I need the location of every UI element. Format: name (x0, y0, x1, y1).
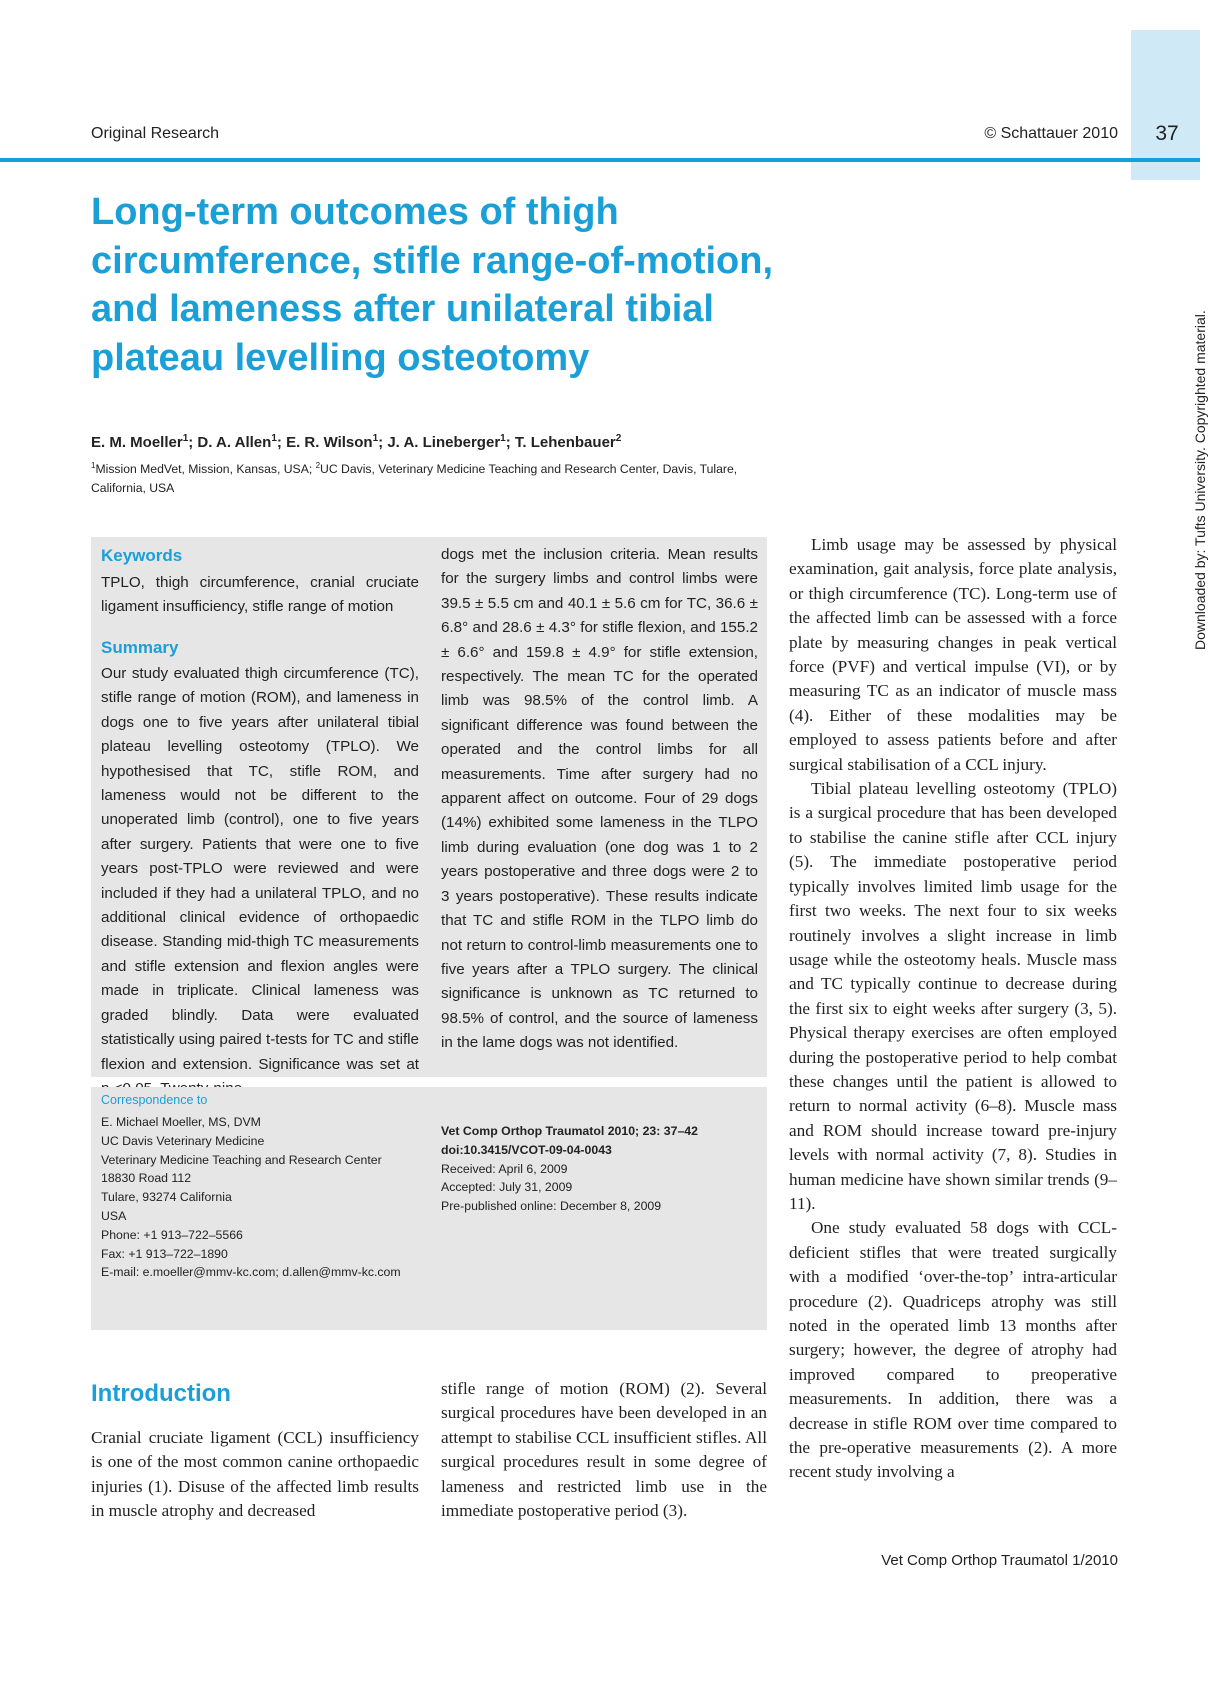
author-list (91, 433, 791, 451)
introduction-column-1: Cranial cruciate ligament (CCL) insufficiency is one of the most common canine orthopaedic injuries (1). Disuse of the affected limb results in muscle atrophy and decreased (91, 1428, 419, 1521)
affiliations (91, 456, 781, 498)
introduction-heading: Introduction (91, 1380, 231, 1407)
copyright-notice: © Schattauer 2010 (984, 125, 1118, 142)
body-paragraph: One study evaluated 58 dogs with CCL-deficient stifles that were treated surgically with a modified ‘over-the-top’ intra-articular procedure (2). Quadriceps atrophy was still noted in the operated limb 13 months after surgery; however, the degree of atrophy had improved compared to preoperative measurements. In addition, there was a decrease in stifle ROM over time compared to the pre-operative measurements (2). A more recent study involving a (789, 1218, 1117, 1482)
summary-column-2: dogs met the inclusion criteria. Mean results for the surgery limbs and control limbs were 39.5 ± 5.5 cm and 40.1 ± 5.6 cm for TC, 36.6 ± 6.8° and 28.6 ± 4.3° for stifle flexion, and 155.2 ± 6.6° and 159.8 ± 4.9° for stifle extension, respectively. The mean TC for the operated limb was 98.5% of the control limb. A significant difference was found between the operated and the control limbs for all measurements. Time after surgery had no apparent affect on outcome. Four of 29 dogs (14%) exhibited some lameness in the TLPO limb during evaluation (one dog was 1 to 2 years postoperative and three dogs were 2 to 3 years postoperative). These results indicate that TC and stifle ROM in the TLPO limb do not return to control-limb measurements one to five years after a TPLO surgery. The clinical significance is unknown as TC returned to 98.5% of control, and the source of lameness in the lame dogs was not identified. (441, 546, 758, 1052)
correspondence-line: 18830 Road 112 (101, 1171, 192, 1186)
doi: doi:10.3415/VCOT-09-04-0043 (441, 1142, 612, 1157)
summary-heading: Summary (101, 638, 179, 657)
affiliation: $^1$Mission MedVet, Mission, Kansas, USA; (91, 461, 316, 477)
header-rule (0, 158, 1200, 162)
correspondence-line: UC Davis Veterinary Medicine (101, 1133, 265, 1148)
download-notice: Downloaded by: Tufts University. Copyrighted material. (1192, 310, 1208, 650)
publication-info (441, 1122, 698, 1216)
accepted-date: Accepted: July 31, 2009 (441, 1180, 573, 1195)
body-paragraph: Tibial plateau levelling osteotomy (TPLO) is a surgical procedure that has been developed to stabilise the canine stifle after CCL injury (5). The immediate postoperative period typically involves limited limb usage for the first two weeks. The next four to six weeks routinely involves a slight increase in limb usage while the osteotomy heals. Muscle mass and TC typically continue to decrease during the first six to eight weeks after surgery (3, 5). Physical therapy exercises are often employed during the postoperative period to help combat these changes until the patient is allowed to return to normal activity (6–8). Muscle mass and ROM should increase toward pre-injury levels with normal activity (7, 8). Studies in human medicine have shown similar trends (9–11). (789, 779, 1117, 1213)
correspondence-fax: Fax: +1 913–722–1890 (101, 1246, 228, 1261)
page-number: 37 (1155, 122, 1179, 145)
introduction-column-2: stifle range of motion (ROM) (2). Several surgical procedures have been developed in an attempt to stabilise CCL insufficient stifles. All surgical procedures result in some degree of lameness and restricted limb use in the immediate postoperative period (3). (441, 1379, 767, 1521)
author: T. Lehenbauer$^2$ (514, 433, 622, 451)
author: E. R. Wilson$^1$; (286, 433, 388, 451)
correspondence-line: USA (101, 1208, 127, 1223)
correspondence-heading: Correspondence to (101, 1093, 208, 1107)
correspondence-email: E-mail: e.moeller@mmv-kc.com; d.allen@mmv-kc.com (101, 1265, 401, 1280)
keywords-heading: Keywords (101, 546, 183, 565)
body-paragraph: Limb usage may be assessed by physical examination, gait analysis, force plate analysis, or thigh circumference (TC). Long-term use of the affected limb can be assessed with a force plate by measuring changes in peak vertical force (PVF) and vertical impulse (VI), or by measuring TC as an indicator of muscle mass (4). Either of these modalities may be employed to assess patients before and after surgical stabilisation of a CCL injury. (789, 535, 1117, 774)
keywords-text: TPLO, thigh circumference, cranial cruciate ligament insufficiency, stifle range of motion (101, 574, 419, 616)
author: J. A. Lineberger$^1$; (387, 433, 515, 451)
summary-column-1: Our study evaluated thigh circumference (TC), stifle range of motion (ROM), and lameness in dogs one to five years after unilateral tibial plateau levelling osteotomy (TPLO). We hypothesised that TC, stifle ROM, and lameness would not be different to the unoperated limb (control), one to five years after surgery. Patients that were one to five years post-TPLO were reviewed and were included if they had a unilateral TPLO, and no additional clinical evidence of orthopaedic disease. Standing mid-thigh TC measurements and stifle extension and flexion angles were made in triplicate. Clinical lameness was graded blindly. Data were evaluated statistically using paired t-tests for TC and stifle flexion and extension. Significance was set at (101, 665, 419, 1073)
section-label: Original Research (91, 125, 220, 142)
correspondence-address (101, 1113, 401, 1282)
correspondence-phone: Phone: +1 913–722–5566 (101, 1227, 243, 1242)
received-date: Received: April 6, 2009 (441, 1161, 568, 1176)
correspondence-line: E. Michael Moeller, MS, DVM (101, 1115, 261, 1129)
correspondence-line: Tulare, 93274 California (101, 1190, 232, 1205)
author: E. M. Moeller$^1$; (91, 433, 198, 451)
article-title: Long-term outcomes of thigh circumference, stifle range-of-motion, and lameness after unilateral tibial plateau levelling osteotomy (91, 191, 774, 379)
author: D. A. Allen$^1$; (197, 433, 287, 451)
body-right-column (789, 533, 1117, 1485)
journal-issue-footer: Vet Comp Orthop Traumatol 1/2010 (881, 1552, 1118, 1569)
journal-citation: Vet Comp Orthop Traumatol 2010; 23: 37–42 (441, 1124, 698, 1138)
affiliation: $^2$UC Davis, Veterinary Medicine Teaching and Research Center, Davis, Tulare, California, USA (91, 461, 738, 496)
prepublished-date: Pre-published online: December 8, 2009 (441, 1199, 662, 1214)
correspondence-line: Veterinary Medicine Teaching and Research Center (101, 1152, 382, 1167)
